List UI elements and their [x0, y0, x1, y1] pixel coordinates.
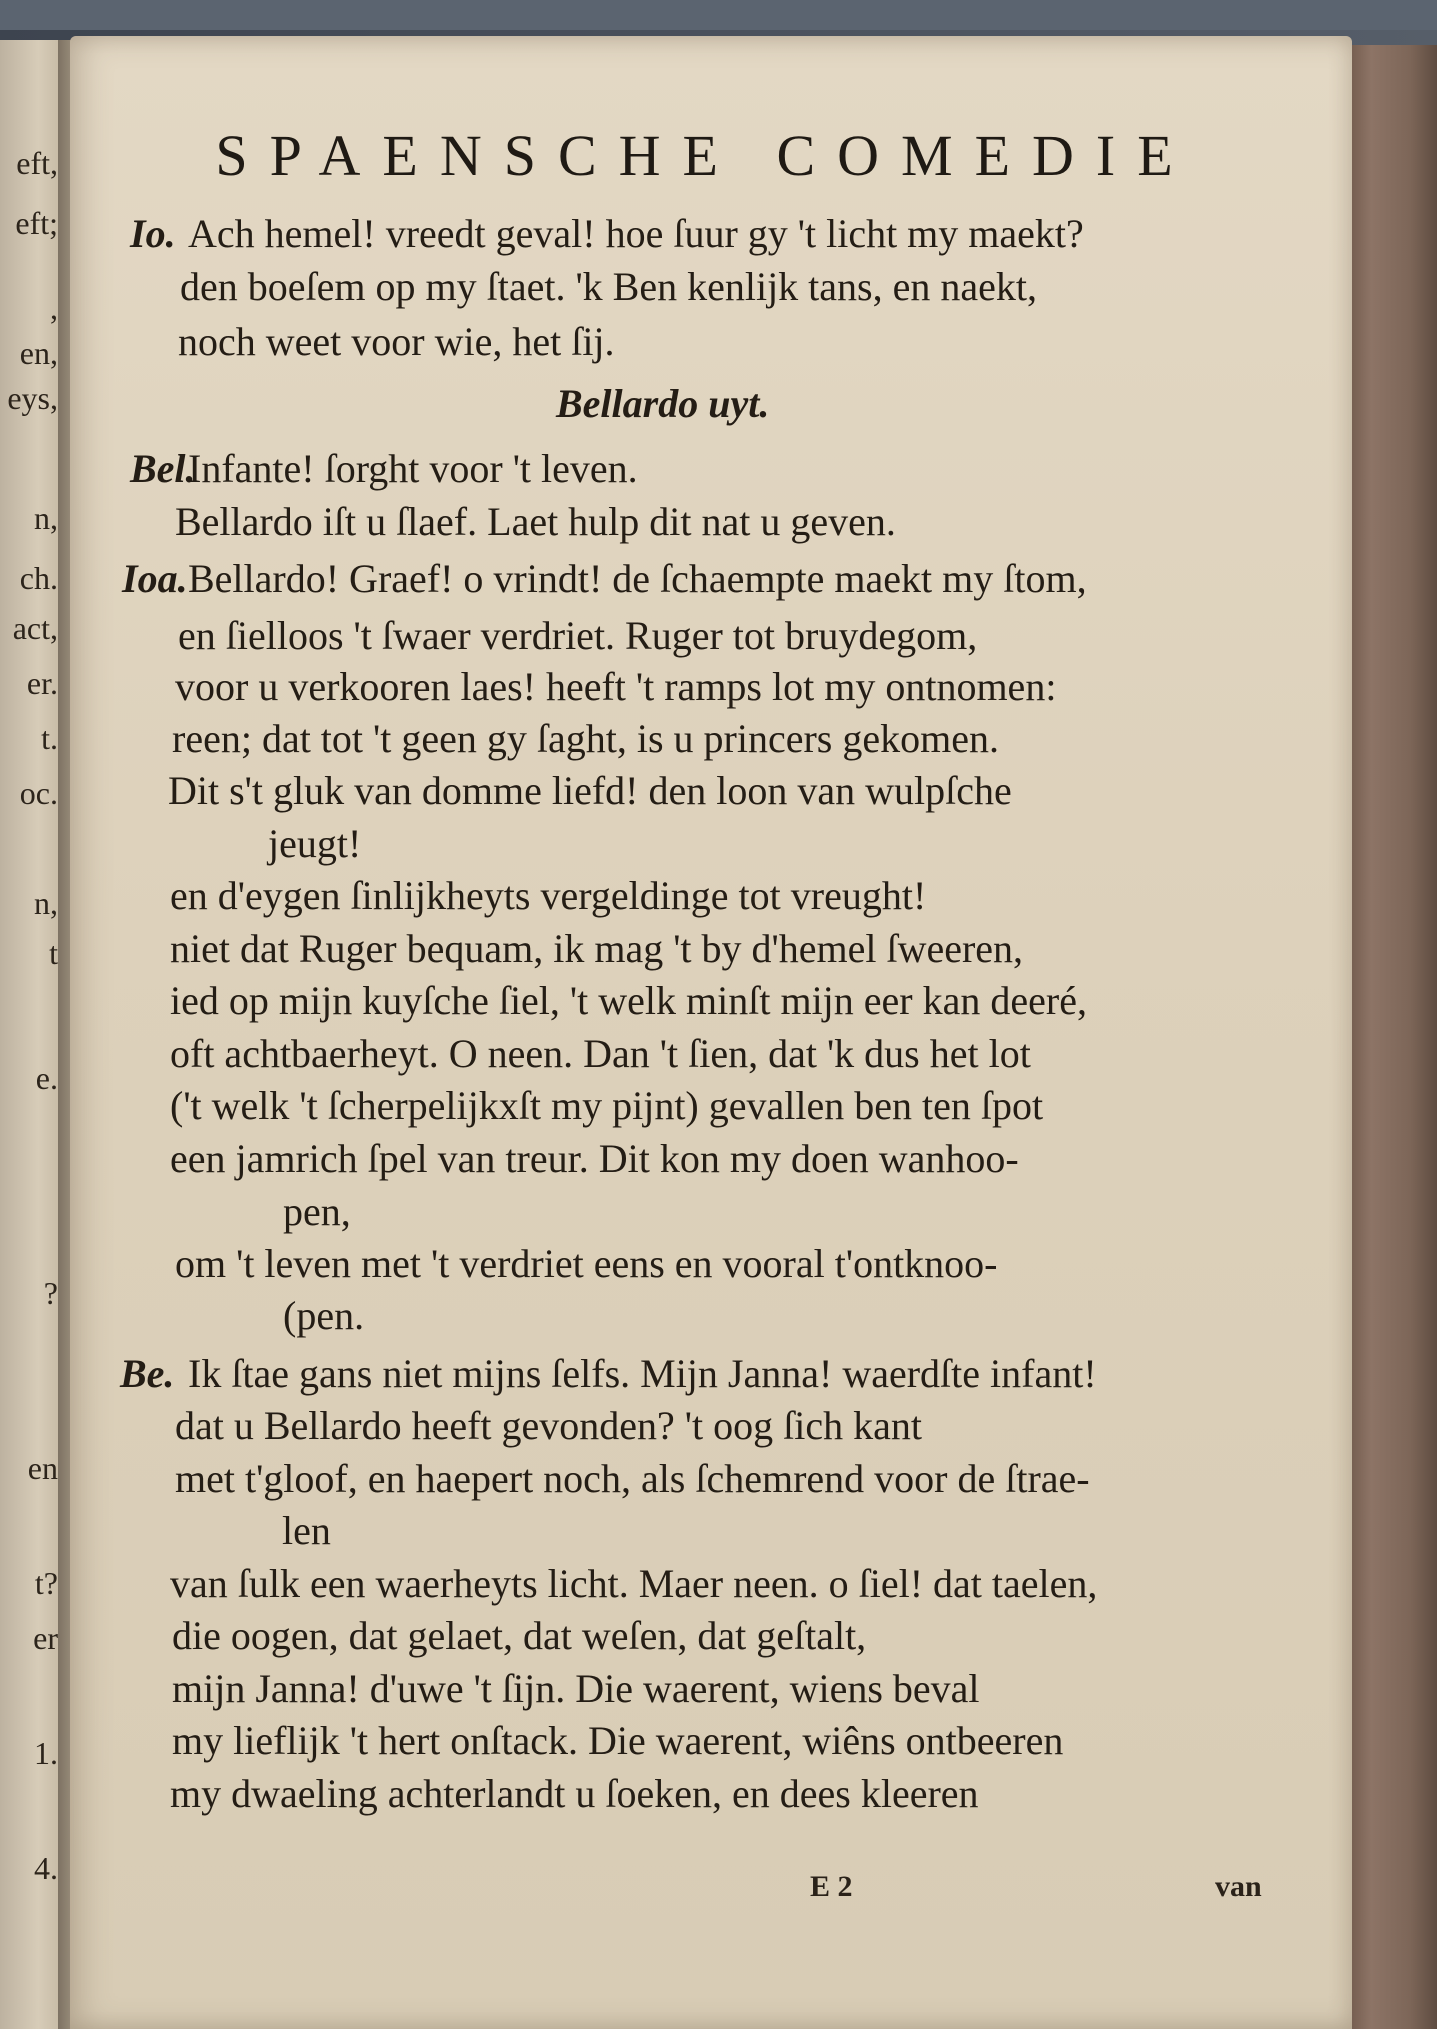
verse-line: oft achtbaerheyt. O neen. Dan 't ſien, dat 'k dus het lot — [170, 1031, 1031, 1076]
verse-line: noch weet voor wie, het ſij. — [178, 319, 615, 364]
verse-line: Infante! ſorght voor 't leven. — [188, 446, 638, 491]
verse-line: den boeſem op my ſtaet. 'k Ben kenlijk tans, en naekt, — [180, 264, 1037, 309]
left-page-fragment: t? — [34, 1565, 58, 1601]
left-page-fragment: 4. — [34, 1850, 58, 1886]
left-page-fragment: t. — [41, 720, 58, 756]
left-page-fragment: oc. — [19, 775, 58, 811]
verse-line: om 't leven met 't verdriet eens en vooral t'ontknoo- — [175, 1241, 998, 1286]
left-page — [0, 40, 64, 2029]
left-page-fragment: eft, — [16, 145, 58, 181]
page-header-title: SPAENSCHE COMEDIE — [215, 123, 1195, 188]
left-page-fragment: ch. — [19, 560, 58, 596]
left-page-fragment: en — [27, 1450, 58, 1486]
stage-direction: Bellardo uyt. — [556, 381, 770, 426]
verse-line: niet dat Ruger bequam, ik mag 't by d'hemel ſweeren, — [170, 926, 1024, 971]
left-page-fragment: e. — [35, 1060, 58, 1096]
verse-line: Ach hemel! vreedt geval! hoe ſuur gy 't licht my maekt? — [188, 211, 1084, 256]
left-page-fragment: act, — [12, 610, 58, 646]
left-page-fragment: ? — [43, 1275, 58, 1311]
book-cover-edge — [1340, 45, 1437, 2029]
left-page-fragment: , — [50, 290, 58, 326]
left-page-fragment: t — [49, 935, 58, 971]
left-page-fragment: en, — [19, 335, 58, 371]
verse-line: Bellardo iſt u ſlaef. Laet hulp dit nat u geven. — [175, 499, 896, 544]
verse-line: met t'gloof, en haepert noch, als ſchemrend voor de ſtrae- — [175, 1456, 1090, 1501]
verse-line: my dwaeling achterlandt u ſoeken, en dees kleeren — [170, 1771, 979, 1816]
speaker-label: Ioa. — [122, 556, 188, 601]
verse-line: Ik ſtae gans niet mijns ſelfs. Mijn Janna! waerdſte infant! — [188, 1351, 1097, 1396]
verse-line: jeugt! — [268, 821, 362, 866]
left-page-fragment: 1. — [34, 1735, 58, 1771]
verse-line: van ſulk een waerheyts licht. Maer neen. o ſiel! dat taelen, — [170, 1561, 1098, 1606]
verse-line: len — [282, 1508, 331, 1553]
verse-line: Dit s't gluk van domme liefd! den loon van wulpſche — [168, 768, 1012, 813]
left-page-fragment: er. — [26, 665, 58, 701]
verse-line: my lieflijk 't hert onſtack. Die waerent, wiêns ontbeeren — [172, 1718, 1064, 1763]
signature-mark: E 2 — [810, 1870, 853, 1903]
verse-line: en d'eygen ſinlijkheyts vergeldinge tot vreught! — [170, 873, 927, 918]
verse-line: (pen. — [283, 1293, 365, 1338]
verse-line: reen; dat tot 't geen gy ſaght, is u princers gekomen. — [172, 716, 999, 761]
speaker-label: Be. — [120, 1351, 175, 1396]
left-page-fragment: n, — [34, 885, 58, 921]
verse-line: ('t welk 't ſcherpelijkxſt my pijnt) gevallen ben ten ſpot — [170, 1083, 1044, 1128]
verse-line: en ſielloos 't ſwaer verdriet. Ruger tot bruydegom, — [178, 613, 978, 658]
verse-line: ied op mijn kuyſche ſiel, 't welk minſt mijn eer kan deeré, — [170, 978, 1087, 1023]
speaker-label: Bel. — [130, 446, 196, 491]
left-page-fragment: eft; — [15, 205, 58, 241]
verse-line: dat u Bellardo heeft gevonden? 't oog ſich kant — [175, 1403, 922, 1448]
catchword: van — [1215, 1870, 1262, 1903]
verse-line: Bellardo! Graef! o vrindt! de ſchaempte maekt my ſtom, — [188, 556, 1087, 601]
left-page-fragment: eys, — [7, 380, 58, 416]
left-page-fragment: er — [33, 1620, 58, 1656]
speaker-label: Io. — [130, 211, 176, 256]
verse-line: die oogen, dat gelaet, dat weſen, dat geſtalt, — [172, 1613, 867, 1658]
left-page-fragment: n, — [34, 500, 58, 536]
verse-line: voor u verkooren laes! heeft 't ramps lot my ontnomen: — [175, 664, 1057, 709]
verse-line: pen, — [283, 1189, 351, 1234]
verse-line: een jamrich ſpel van treur. Dit kon my doen wanhoo- — [170, 1136, 1019, 1181]
verse-line: mijn Janna! d'uwe 't ſijn. Die waerent, wiens beval — [172, 1666, 980, 1711]
